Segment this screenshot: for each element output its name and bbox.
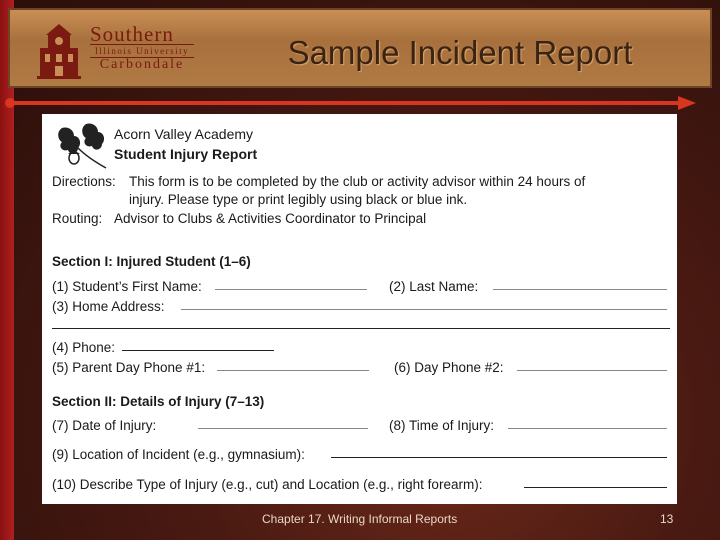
form-header [114,124,257,164]
home-address-label: (3) Home Address: [52,299,165,314]
time-of-injury-label: (8) Time of Injury: [389,418,495,433]
slide-page-number: 13 [660,512,674,526]
logo-wordmark [90,24,194,72]
first-name-label: (1) Student’s First Name: [52,279,202,294]
injury-description-label: (10) Describe Type of Injury (e.g., cut) and Location (e.g., right forearm): [52,477,483,492]
parent-day-phone-label: (5) Parent Day Phone #1: [52,360,206,375]
last-name-label: (2) Last Name: [389,279,479,294]
day-phone-2-field[interactable] [517,358,667,374]
report-title: Student Injury Report [114,146,258,162]
slide-footer-caption: Chapter 17. Writing Informal Reports [262,512,458,526]
directions-text-1: This form is to be completed by the club or activity advisor within 24 hours of [129,174,586,189]
incident-location-label: (9) Location of Incident (e.g., gymnasium): [52,447,305,462]
routing-text: Advisor to Clubs & Activities Coordinator to Principal [114,211,427,226]
directions-text-2: injury. Please type or print legibly using black or blue ink. [129,192,468,207]
incident-location-field[interactable] [331,445,667,461]
tower-building-icon [34,22,84,80]
org-name: Acorn Valley Academy [114,126,254,142]
injury-description-field[interactable] [524,475,667,491]
slide-header-banner [8,8,712,88]
oak-leaf-acorn-icon [52,118,108,174]
first-name-field[interactable] [215,277,367,293]
parent-day-phone-field[interactable] [217,358,369,374]
logo-line-illinois: Illinois University [94,46,190,56]
time-of-injury-field[interactable] [508,416,667,432]
incident-report-form [42,114,677,504]
phone-label: (4) Phone: [52,340,116,355]
date-of-injury-label: (7) Date of Injury: [52,418,157,433]
date-of-injury-field[interactable] [198,416,368,432]
section-2-title: Section II: Details of Injury (7–13) [52,394,265,409]
routing-label: Routing: [52,211,103,226]
logo-line-carbondale: Carbondale [90,57,194,72]
last-name-field[interactable] [493,277,667,293]
directions-label: Directions: [52,174,116,189]
day-phone-2-label: (6) Day Phone #2: [394,360,504,375]
home-address-field-line-2[interactable] [52,316,670,332]
phone-field[interactable] [122,338,274,354]
logo-line-southern: Southern [90,24,194,45]
slide-title: Sample Incident Report [287,34,633,71]
header-arrow-rule [4,96,698,110]
university-logo [34,22,194,80]
home-address-field[interactable] [181,297,667,313]
section-1-title: Section I: Injured Student (1–6) [52,254,251,269]
